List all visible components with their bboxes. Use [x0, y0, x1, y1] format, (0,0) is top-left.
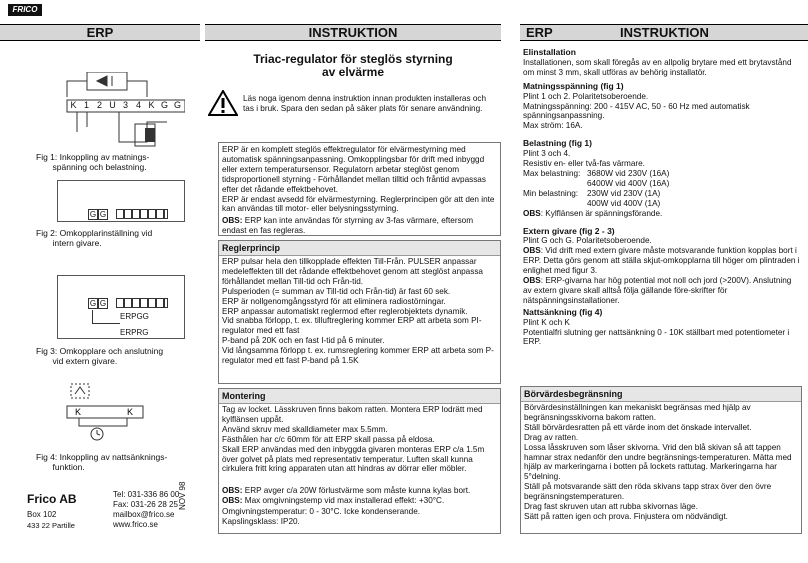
frico-logo	[8, 4, 42, 16]
max-belastning	[523, 169, 801, 209]
intro-text: ERP är en komplett steglös effektregulator för elvärmestyrning med automatisk spänningsanpassning. Omkopplingsbar för drift med inbyggd eller extern temperatursensor. Regulatorn arbetar steglöst genom tidsproportionell styrning - Förhållandet mellan tilltid och fråntid avpassas efter det rådande effektbehovet. ERP är endast avsedd för elvärmestyrning. Reglerprincipen gör att den inte kan användas till motor- eller belysningsstyrning.	[222, 145, 495, 214]
ext-obs2-label: OBS	[523, 276, 541, 286]
matning-text: Plint 1 och 2. Polaritetsoberoende. Matningsspänning: 200 - 415V AC, 50 - 60 Hz med automatisk spänningsanpassning. Max ström: 16A.	[523, 91, 750, 131]
fig3-g2: G	[99, 299, 107, 308]
minb-400: 400W vid 400V (1A)	[587, 198, 661, 208]
warning-text: Läs noga igenom denna instruktion innan produkten installeras och tas i bruk. Spara den sedan på säker plats för senare användning.	[243, 94, 487, 113]
terminal-4: 4	[135, 100, 141, 110]
obs2-label: OBS:	[222, 496, 243, 505]
maxb-230: 3680W vid 230V (16A)	[587, 168, 670, 178]
extern-obs1	[523, 246, 801, 276]
fig4-caption: Fig 4: Inkoppling av nattsänknings- funktion.	[36, 452, 168, 472]
borv-text: Börvärdesinställningen kan mekaniskt begränsas med hjälp av begränsningsskivorna bakom ratten. Ställ börvärdesratten på ett värde inom det önskade intervallet. Drag av ratten. Lossa låsskruven som låser skivorna. Vrid den blå skivan så att tappen hamnar strax nedanför den undre begränsnings-temperaturen. Mätta med hjälp av markeringarna i botten på lockets rattutag. Markeringarna har 5°delning. Ställ på motsvarande sätt den röda skivans tapp strax över den övre begränsningstemperaturen. Drag fast skruven utan att rubba skivornas läge. Sätt på ratten igen och prova. Finjustera om nödvändigt.	[524, 403, 792, 521]
bel-obs-text: : Kylflänsen är spänningsförande.	[540, 208, 663, 218]
svg-text:K: K	[75, 407, 82, 417]
intro-obs	[222, 216, 497, 236]
terminal-u: U	[109, 100, 116, 110]
company-web: www.frico.se	[113, 520, 158, 529]
ext-obs2-text: : ERP-givarna har hög potential mot noll och jord (>200V). Anslutning av extern givare skall alltså följa gällande före-skrifter för nätspänningsinstallationer.	[523, 276, 792, 305]
terminal-1: 1	[83, 100, 89, 110]
montering-obs2	[222, 496, 497, 506]
reglerprincip-text: ERP pulsar hela den tillkopplade effekten Till-Från. PULSER anpassar medeleffekten till det rådande effektbehovet genom att steglöst anpassa förhållandet mellan Till-tid och Från-tid. Pulsperioden (= summan av Till-tid och Från-tid) är fast 60 sek. ERP är nollgenomgångsstyrd för att eliminera radiostörningar. ERP anpassar automatiskt reglermod efter reglerobjektets dynamik. Vid snabba förlopp, t. ex. tilluftreglering kommer ERP att arbeta som PI-regulator med ett fast P-band på 20K och en fast I-tid på 6 minuter. Vid långsamma förlopp t. ex. rumsreglering kommer ERP att arbeta som P-regulator med ett fast P-band på 1.5K	[222, 257, 494, 366]
fig3-caption: Fig 3: Omkopplare och anslutning vid extern givare.	[36, 346, 164, 366]
warning-box	[205, 88, 501, 124]
fig3-erpgg-label: ERPGG	[120, 312, 149, 321]
company-tel: Tel: 031-336 86 00	[113, 490, 180, 499]
ext-obs1-text: : Vid drift med extern givare måste motsvarande funktion kopplas bort i ERP. Detta görs genom att ställa skjut-omkopplarna till höger om plintraden i enlighet med figur 3.	[523, 246, 800, 276]
company-mail: mailbox@frico.se	[113, 510, 175, 519]
company-address: 433 22 Partille	[27, 521, 75, 530]
terminal-2: 2	[96, 100, 102, 110]
fig2-switch	[116, 209, 168, 219]
fig1-diagram	[57, 72, 185, 150]
fig3-wire	[92, 310, 120, 324]
obs2-text: Max omgivningstemp vid max installerad effekt: +30°C.	[244, 496, 445, 505]
obs1-label: OBS:	[222, 486, 243, 495]
left-header	[0, 24, 200, 41]
fig1-caption: Fig 1: Inkoppling av matnings- spänning och belastning.	[36, 152, 150, 172]
fig3-switch	[116, 298, 168, 308]
reglerprincip-heading: Reglerprincip	[219, 241, 500, 256]
obs1-text: ERP avger c/a 20W förlustvärme som måste kunna kylas bort.	[244, 486, 471, 495]
company-box: Box 102	[27, 510, 57, 519]
borv-section	[520, 386, 802, 534]
intro-obs-text: ERP kan inte användas för styrning av 3-fas värmare, eftersom endast en fas regleras.	[222, 216, 474, 235]
belastning-heading: Belastning (fig 1)	[523, 138, 592, 149]
bel-obs-label: OBS	[523, 208, 541, 218]
fig4-wiring	[57, 382, 185, 442]
terminal-g1: G	[160, 100, 168, 110]
montering-extra1: Omgivningstemperatur: 0 - 30°C. Icke kondenserande.	[222, 507, 421, 516]
terminal-k2: K	[148, 100, 155, 110]
montering-extra2: Kapslingsklass: IP20.	[222, 517, 300, 526]
maxb-label: Max belastning:	[523, 168, 581, 178]
fig3-g1: G	[89, 299, 97, 308]
right-header	[520, 24, 808, 41]
belastning-text: Plint 3 och 4. Resistiv en- eller två-fas värmare.	[523, 149, 645, 169]
middle-header	[205, 24, 501, 41]
terminal-k: K	[70, 100, 77, 110]
extern-text: Plint G och G. Polaritetsoberoende.	[523, 236, 652, 246]
fig4-diagram	[57, 382, 185, 442]
fig2-diagram	[57, 180, 185, 222]
logo-text: FRICO	[12, 5, 38, 14]
matning-heading: Matningsspänning (fig 1)	[523, 80, 624, 91]
svg-text:K: K	[127, 407, 134, 417]
date-stamp: NOV 98	[178, 481, 187, 510]
intro-obs-label: OBS:	[222, 216, 243, 225]
montering-text: Tag av locket. Lässkruven finns bakom ratten. Montera ERP lodrätt med kylflänsen uppåt. Använd skruv med skalldiameter max 5.5mm. Fästhålen har c/c 60mm för att ERP skall passa på eldosa. Skall ERP användas med den inbyggda givaren monteras ERP c/a 1.5m över golvet på plats med representativ temperatur. Luften skall kunna cirkulera fritt kring apparaten utan att hindras av dörrar eller möbler.	[222, 405, 485, 474]
fig2-g1: G	[89, 210, 97, 219]
middle-header-text: INSTRUKTION	[308, 25, 398, 40]
right-header-code: ERP	[526, 25, 553, 40]
fig1-wiring	[57, 72, 185, 150]
elinstallation-text: Installationen, som skall föregås av en allpolig brytare med ett brytavstånd om minst 3 mm, skall utföras av behörig installatör.	[523, 57, 792, 77]
montering-obs1	[222, 486, 497, 496]
extern-obs2	[523, 276, 801, 306]
right-content	[523, 48, 801, 347]
borv-heading: Börvärdesbegränsning	[521, 387, 801, 402]
ext-obs1-label: OBS	[523, 246, 541, 256]
fig1-terminals	[67, 100, 184, 110]
intro-section	[218, 142, 501, 236]
company-name: Frico AB	[27, 492, 77, 506]
montering-heading: Montering	[219, 389, 500, 404]
natt-text: Plint K och K Potentialfri slutning ger nattsänkning 0 - 10K ställbart med potentiometer i ERP.	[523, 317, 790, 347]
belastning-obs	[523, 209, 801, 219]
extern-heading: Extern givare (fig 2 - 3)	[523, 225, 615, 236]
left-header-text: ERP	[86, 25, 114, 40]
fig3-diagram	[57, 275, 185, 339]
fig2-caption: Fig 2: Omkopplarinställning vid intern givare.	[36, 228, 153, 248]
warning-icon	[208, 90, 238, 116]
fig3-erprg-label: ERPRG	[120, 328, 149, 337]
reglerprincip-section	[218, 240, 501, 384]
fig2-g2: G	[99, 210, 107, 219]
maxb-400: 6400W vid 400V (16A)	[587, 178, 670, 188]
minb-230: 230W vid 230V (1A)	[587, 188, 661, 198]
page-title: Triac-regulator för steglös styrning av elvärme	[253, 52, 453, 79]
minb-label: Min belastning:	[523, 188, 579, 198]
right-header-text: INSTRUKTION	[620, 25, 709, 40]
fig2-switch-block	[88, 209, 108, 220]
montering-section	[218, 388, 501, 534]
fig3-gg	[88, 298, 108, 309]
elinstallation-heading: Elinstallation	[523, 47, 576, 57]
company-fax: Fax: 031-26 28 25	[113, 500, 178, 509]
terminal-g2: G	[173, 100, 181, 110]
natt-heading: Nattsänkning (fig 4)	[523, 306, 603, 317]
terminal-3: 3	[122, 100, 128, 110]
